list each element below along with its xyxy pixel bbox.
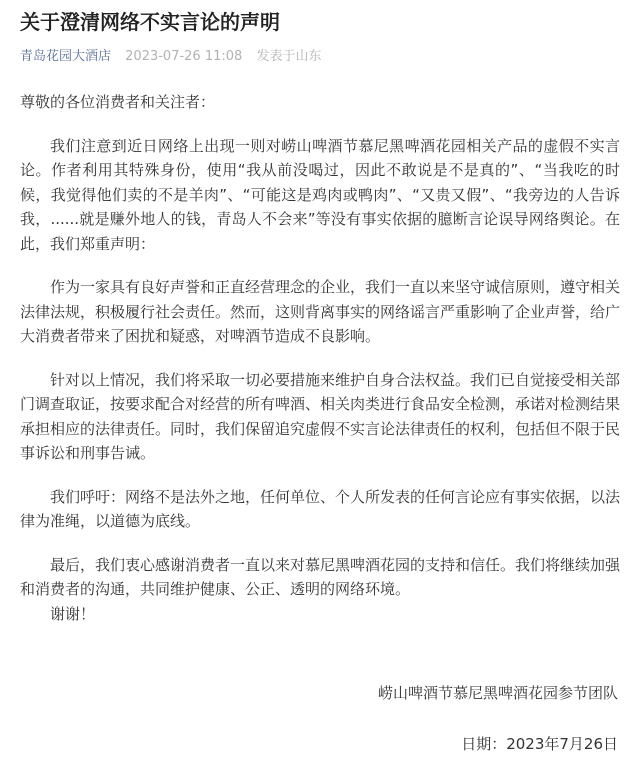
greeting-line: 尊敬的各位消费者和关注者：: [20, 93, 216, 111]
body-paragraph-5: 最后，我们衷心感谢消费者一直以来对慕尼黑啤酒花园的支持和信任。我们将继续加强和消费者的沟通，共同维护健康、公正、透明的网络环境。: [20, 555, 621, 598]
article-title: 关于澄清网络不实言论的声明: [20, 10, 280, 34]
signature-organization: 崂山啤酒节慕尼黑啤酒花园参节团队: [377, 684, 618, 702]
article-meta: [20, 48, 620, 66]
signature-date: 日期：2023年7月26日: [461, 734, 618, 753]
article-body: [20, 90, 620, 756]
closing-thanks: 谢谢！: [50, 604, 96, 623]
body-paragraph-1: 我们注意到近日网络上出现一则对崂山啤酒节慕尼黑啤酒花园相关产品的虚假不实言论。作者利用其特殊身份，使用“我从前没喝过，因此不敢说是不是真的”、“当我吃的时候，我觉得他们卖的不是羊肉”、“可能这是鸡肉或鸭肉”、“又贵又假”、“我旁边的人告诉我，......就是赚外地人的钱，青岛人不会来”等没有事实依据的臆断言论误导网络舆论。在此，我们郑重声明：: [20, 136, 620, 253]
body-paragraph-3: 针对以上情况，我们将采取一切必要措施来维护自身合法权益。我们已自觉接受相关部门调查取证，按要求配合对经营的所有啤酒、相关肉类进行食品安全检测，承诺对检测结果承担相应的法律责任。同时，我们保留追究虚假不实言论法律责任的权利，包括但不限于民事诉讼和刑事告诫。: [20, 370, 621, 462]
publish-time: 2023-07-26 11:08: [125, 49, 243, 64]
body-paragraph-2: 作为一家具有良好声誉和正直经营理念的企业，我们一直以来坚守诚信原则，遵守相关法律法规，积极履行社会责任。然而，这则背离事实的网络谣言严重影响了企业声誉，给广大消费者带来了困扰和疑惑，对啤酒节造成不良影响。: [20, 278, 621, 345]
body-paragraph-4: 我们呼吁：网络不是法外之地，任何单位、个人所发表的任何言论应有事实依据，以法律为准绳，以道德为底线。: [20, 487, 621, 530]
publish-location: 发表于山东: [256, 49, 322, 64]
account-name-link[interactable]: 青岛花园大酒店: [20, 49, 112, 64]
